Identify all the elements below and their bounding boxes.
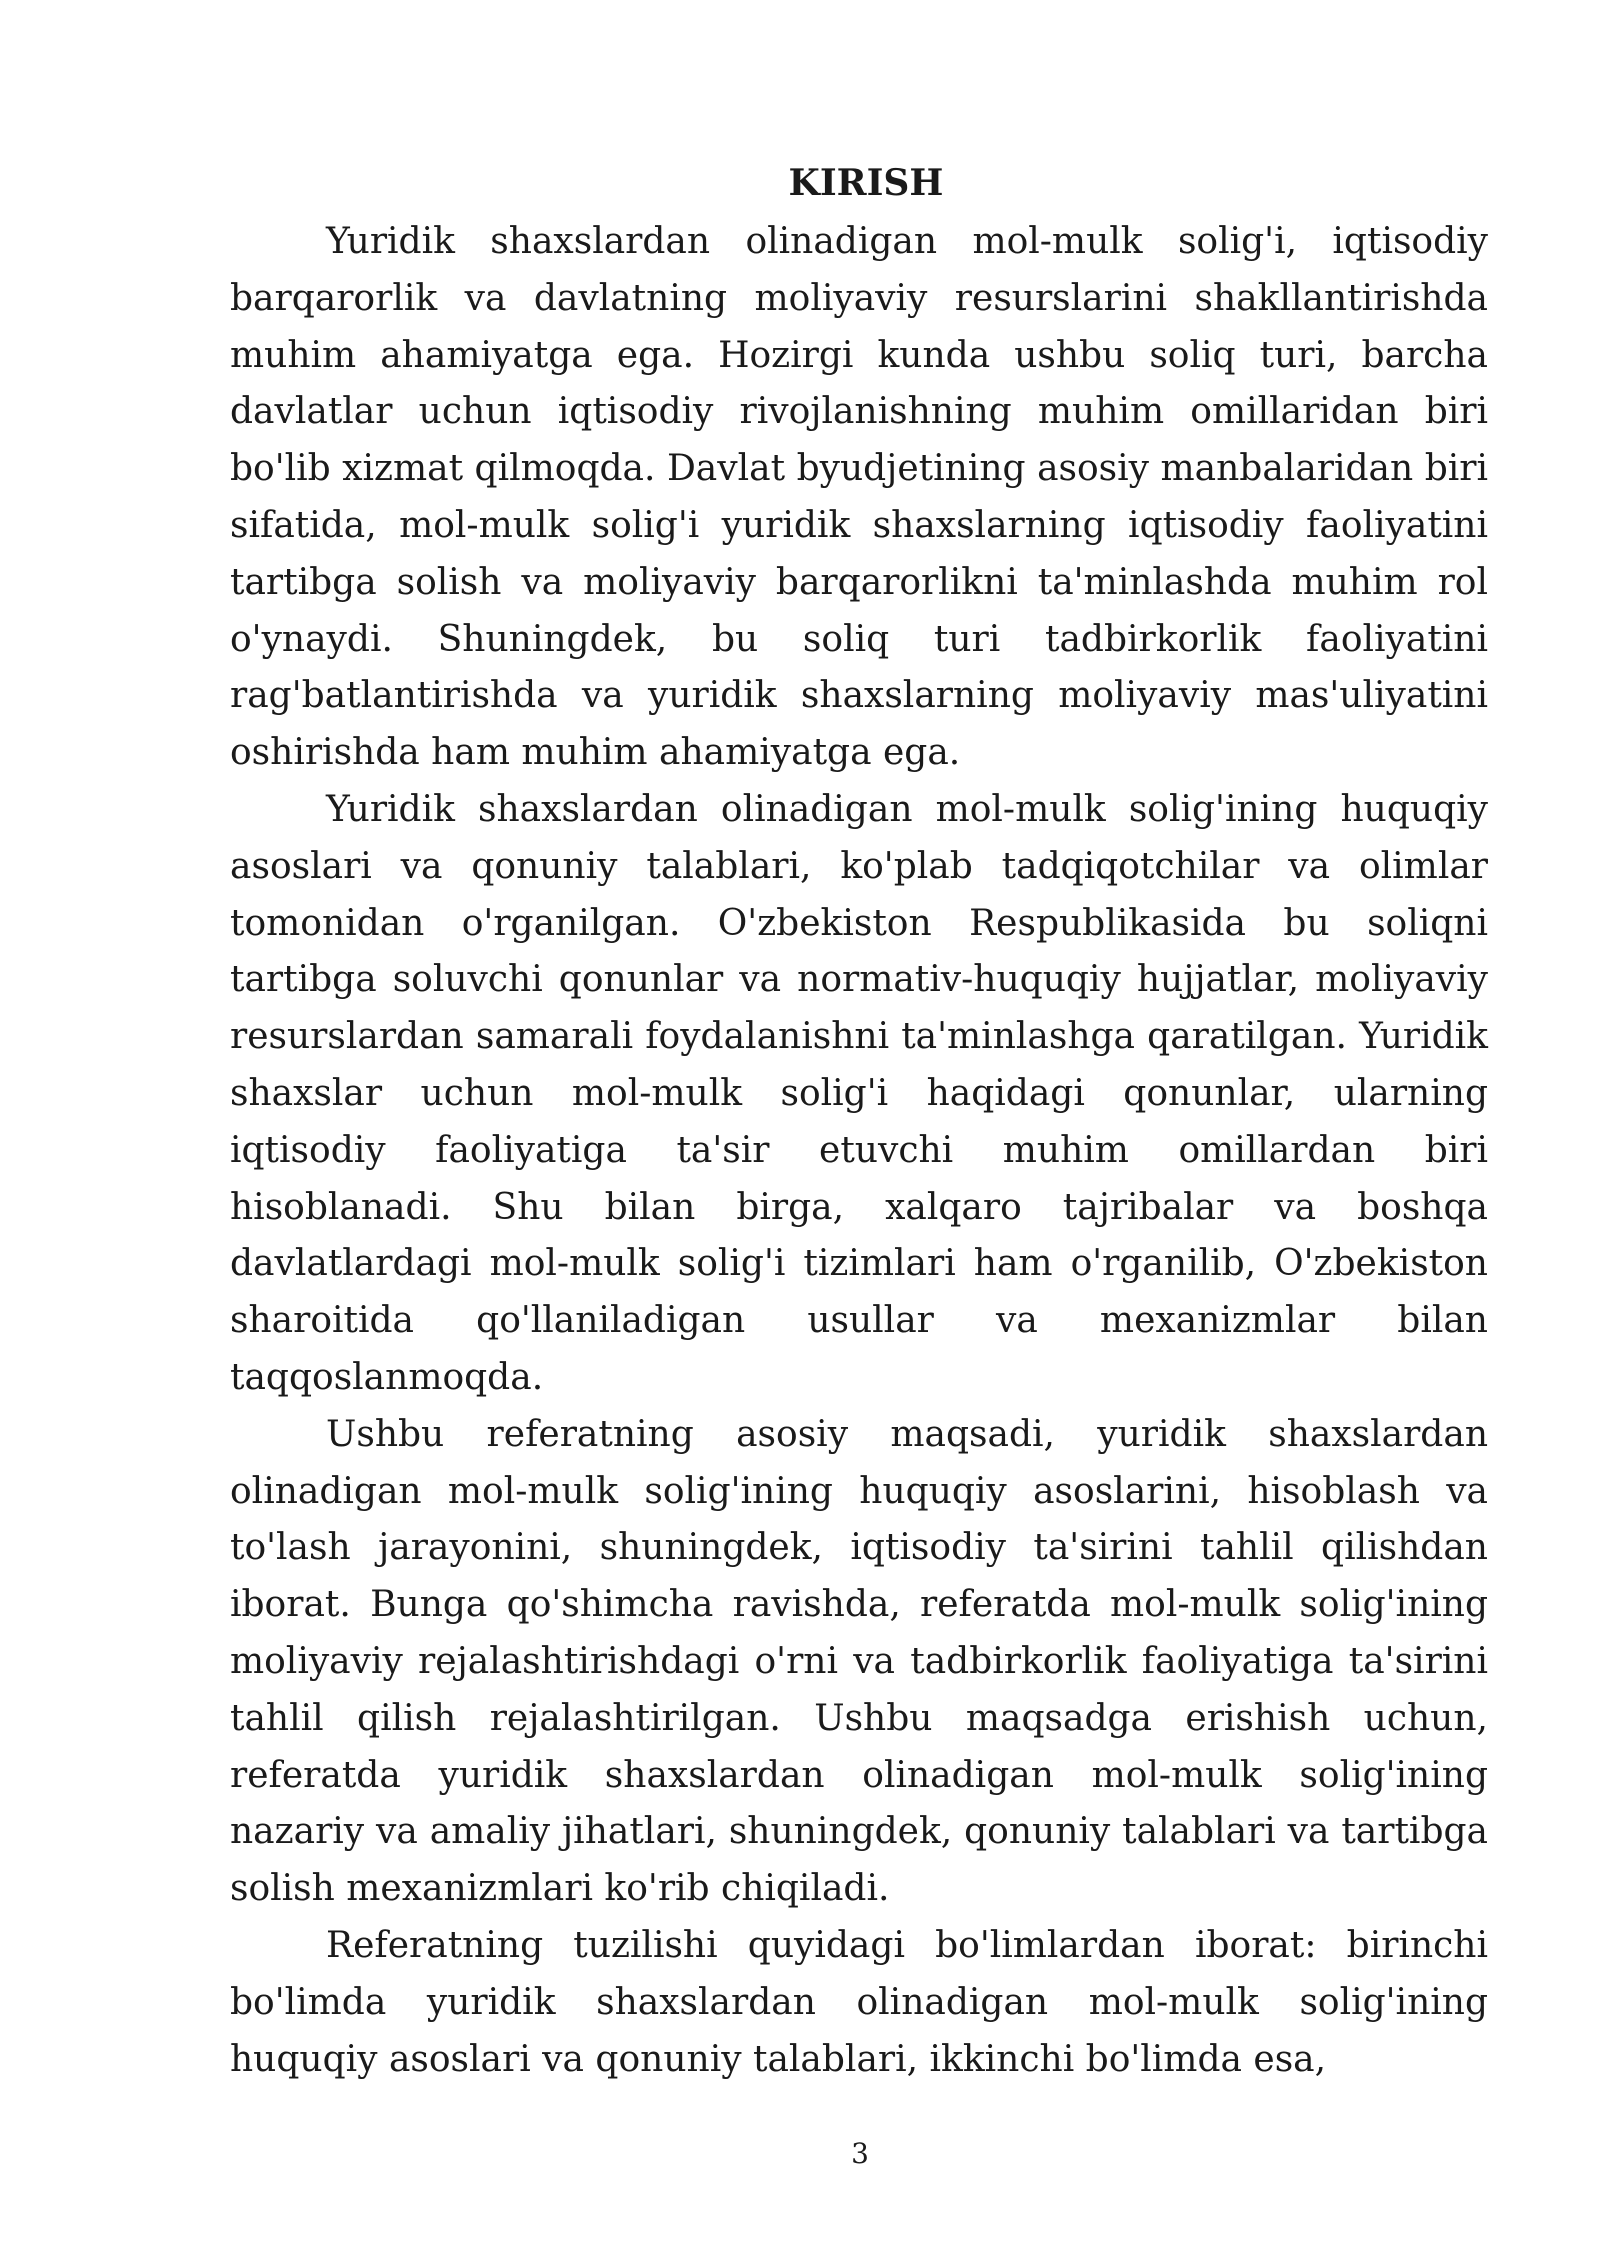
section-title: KIRISH (788, 162, 944, 204)
paragraph-2: Yuridik shaxslardan olinadigan mol-mulk solig'ining huquqiy asoslari va qonuniy talablari, ko'plab tadqiqotchilar va olimlar tomonidan o'rganilgan. O'zbekiston Respublikasida bu soliqni tartibga soluvchi qonunlar va normativ-huquqiy hujjatlar, moliyaviy resurslardan samarali foydalanishni ta'minlashga qaratilgan. Yuridik shaxslar uchun mol-mulk solig'i haqidagi qonunlar, ularning iqtisodiy faoliyatiga ta'sir etuvchi muhim omillardan biri hisoblanadi. Shu bilan birga, xalqaro tajribalar va boshqa davlatlardagi mol-mulk solig'i tizimlari ham o'rganilib, O'zbekiston sharoitida qo'llaniladigan usullar va mexanizmlar bilan taqqoslanmoqda. (230, 788, 1488, 1398)
document-page (230, 150, 1488, 2088)
paragraph-3: Ushbu referatning asosiy maqsadi, yuridik shaxslardan olinadigan mol-mulk solig'ining huquqiy asoslarini, hisoblash va to'lash jarayonini, shuningdek, iqtisodiy ta'sirini tahlil qilishdan iborat. Bunga qo'shimcha ravishda, referatda mol-mulk solig'ining moliyaviy rejalashtirishdagi o'rni va tadbirkorlik faoliyatiga ta'sirini tahlil qilish rejalashtirilgan. Ushbu maqsadga erishish uchun, referatda yuridik shaxslardan olinadigan mol-mulk solig'ining nazariy va amaliy jihatlari, shuningdek, qonuniy talablari va tartibga solish mexanizmlari ko'rib chiqiladi. (230, 1413, 1488, 1910)
paragraph-1: Yuridik shaxslardan olinadigan mol-mulk solig'i, iqtisodiy barqarorlik va davlatning moliyaviy resurslarini shakllantirishda muhim ahamiyatga ega. Hozirgi kunda ushbu soliq turi, barcha davlatlar uchun iqtisodiy rivojlanishning muhim omillaridan biri bo'lib xizmat qilmoqda. Davlat byudjetining asosiy manbalaridan biri sifatida, mol-mulk solig'i yuridik shaxslarning iqtisodiy faoliyatini tartibga solish va moliyaviy barqarorlikni ta'minlashda muhim rol o'ynaydi. Shuningdek, bu soliq turi tadbirkorlik faoliyatini rag'batlantirishda va yuridik shaxslarning moliyaviy mas'uliyatini oshirishda ham muhim ahamiyatga ega. (230, 221, 1488, 774)
paragraph-4: Referatning tuzilishi quyidagi bo'limlardan iborat: birinchi bo'limda yuridik shaxslardan olinadigan mol-mulk solig'ining huquqiy asoslari va qonuniy talablari, ikkinchi bo'limda esa, (230, 1924, 1488, 2080)
page-number: 3 (851, 2137, 869, 2170)
